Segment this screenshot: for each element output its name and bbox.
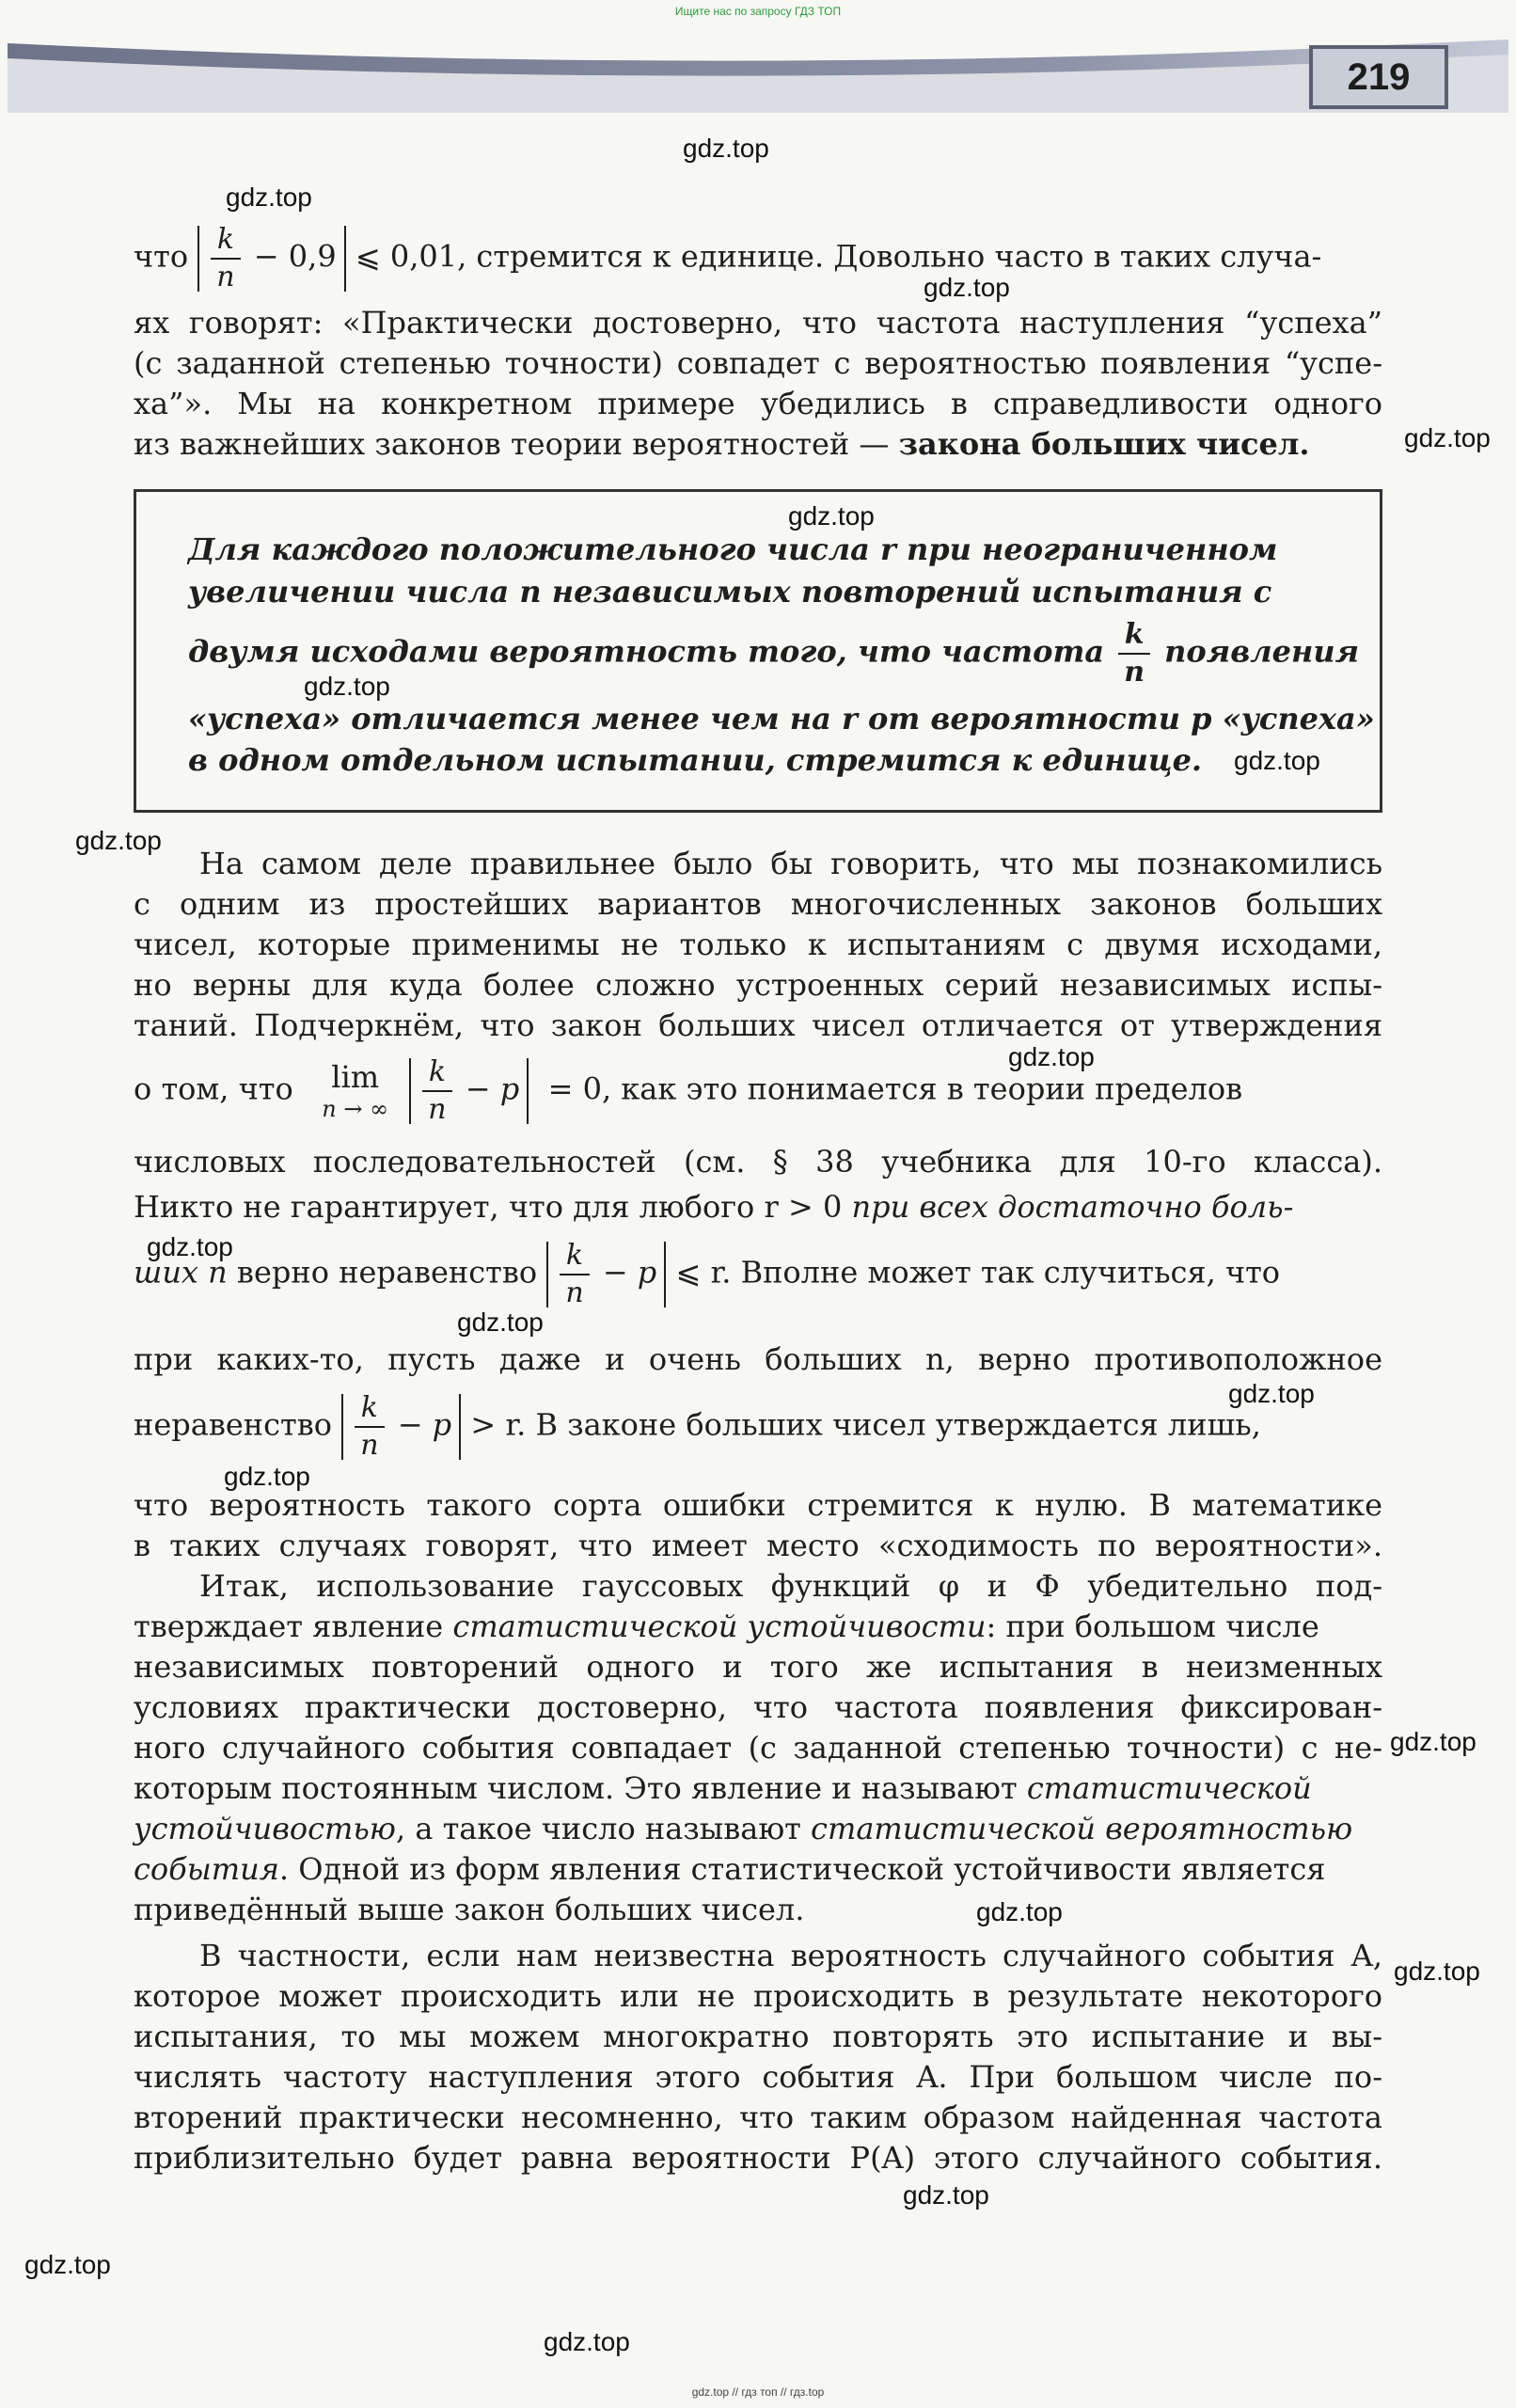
watermark: gdz.top	[1008, 1042, 1095, 1071]
watermark: gdz.top	[1228, 1379, 1315, 1408]
text-line-q1: Итак, использование гауссовых функций φ и Φ убедительно под-	[199, 1568, 1382, 1604]
text-line-p9: ших n верно неравенство $\frac{k}{n}$ − p ⩽ r. Вполне может так случиться, что	[134, 1239, 1281, 1309]
watermark: gdz.top	[544, 2327, 630, 2356]
text-line-p11: неравенство $\frac{k}{n}$ − p > r. В законе больших чисел утверждается лишь,	[134, 1391, 1261, 1462]
text-line-5: из важнейших законов теории вероятностей — закона больших чисел.	[134, 426, 1310, 462]
abs-expression: $\frac{k}{n}$ − p	[409, 1058, 529, 1124]
watermark: gdz.top	[903, 2180, 989, 2210]
watermark: gdz.top	[75, 826, 162, 855]
watermark: gdz.top	[224, 1462, 310, 1491]
text-line-q5: ного случайного события совпадает (с заданной степенью точности) с не-	[134, 1730, 1382, 1766]
watermark: gdz.top	[1234, 746, 1320, 775]
header-band	[8, 34, 1508, 113]
text-line-q9: приведённый выше закон больших чисел.	[134, 1892, 805, 1927]
bottom-note: gdz.top // гдз топ // гдз.top	[691, 2385, 825, 2399]
text-line-q6: которым постоянным числом. Это явление и называют статистической	[134, 1770, 1312, 1806]
watermark: gdz.top	[457, 1307, 544, 1337]
rule-line-5: в одном отдельном испытании, стремится к единице.	[188, 742, 1203, 778]
text-line-q3: независимых повторений одного и того же испытания в неизменных	[134, 1649, 1382, 1685]
top-note: Ищите нас по запросу ГДЗ ТОП	[674, 5, 842, 18]
text-line-p5: таний. Подчеркнём, что закон больших чисел отличается от утверждения	[134, 1007, 1382, 1043]
text-line-p3: чисел, которые применимы не только к испытаниям с двумя исходами,	[134, 927, 1382, 962]
text-line-r4: числять частоту наступления этого события A. При большом числе по-	[134, 2059, 1382, 2095]
watermark: gdz.top	[683, 134, 769, 163]
text-line-2: ях говорят: «Практически достоверно, что частота наступления “успеха”	[134, 305, 1382, 341]
watermark: gdz.top	[1394, 1956, 1480, 1986]
abs-expression: $\frac{k}{n}$ − p	[341, 1394, 461, 1460]
watermark: gdz.top	[1390, 1727, 1477, 1756]
watermark: gdz.top	[24, 2250, 111, 2279]
watermark: gdz.top	[1404, 423, 1491, 452]
text-line-q7: устойчивостью, а такое число называют статистической вероятностью	[134, 1811, 1353, 1846]
text-line-p6: о том, что lim n → ∞ $\frac{k}{n}$ − p = 0, как это понимается в теории пределов	[134, 1055, 1243, 1126]
text-line-r3: испытания, то мы можем многократно повторять это испытание и вы-	[134, 2019, 1382, 2054]
watermark: gdz.top	[226, 182, 312, 212]
page-number: 219	[1309, 45, 1448, 109]
text-line-p10: при каких-то, пусть даже и очень больших n, верно противоположное	[134, 1341, 1382, 1377]
watermark: gdz.top	[147, 1232, 233, 1261]
text-line-p8: Никто не гарантирует, что для любого r > 0 при всех достаточно боль-	[134, 1189, 1294, 1225]
text-line-3: (с заданной степенью точности) совпадет с вероятностью появления “успе-	[134, 345, 1382, 381]
text-line-r2: которое может происходить или не происходить в результате некоторого	[134, 1978, 1382, 2014]
abs-expression: $\frac{k}{n}$ − p	[546, 1242, 666, 1307]
watermark: gdz.top	[788, 501, 875, 531]
watermark: gdz.top	[924, 273, 1010, 302]
text-line-p4: но верны для куда более сложно устроенных серий независимых испы-	[134, 967, 1382, 1003]
text-line-q4: условиях практически достоверно, что частота появления фиксирован-	[134, 1689, 1382, 1725]
text-line-p7: числовых последовательностей (см. § 38 учебника для 10-го класса).	[134, 1144, 1382, 1180]
rule-line-4: «успеха» отличается менее чем на r от вероятности p «успеха»	[188, 701, 1375, 737]
abs-expression: $\frac{k}{n}$ − 0,9	[197, 226, 345, 292]
text-line-p2: с одним из простейших вариантов многочисленных законов больших	[134, 886, 1382, 922]
rule-line-1: Для каждого положительного числа r при неограниченном	[188, 531, 1278, 567]
watermark: gdz.top	[304, 672, 390, 701]
text-line-p1: На самом деле правильнее было бы говорить, что мы познакомились	[199, 846, 1382, 881]
text-line-r6: приблизительно будет равна вероятности P(A) этого случайного события.	[134, 2140, 1382, 2176]
text-line-q2: тверждает явление статистической устойчивости: при большом числе	[134, 1608, 1319, 1644]
rule-line-3: двумя исходами вероятность того, что частота $\frac{k}{n}$ появления	[188, 618, 1360, 689]
text-line-p12: что вероятность такого сорта ошибки стремится к нулю. В математике	[134, 1487, 1382, 1523]
rule-line-2: увеличении числа n независимых повторений испытания с	[188, 574, 1272, 610]
text-line-r1: В частности, если нам неизвестна вероятность случайного события A,	[199, 1938, 1382, 1973]
text-line-p13: в таких случаях говорят, что имеет место «сходимость по вероятности».	[134, 1528, 1382, 1563]
text-line-q8: события. Одной из форм явления статистической устойчивости является	[134, 1851, 1326, 1887]
watermark: gdz.top	[976, 1897, 1063, 1926]
text-line-4: ха”». Мы на конкретном примере убедились в справедливости одного	[134, 386, 1382, 421]
text-line-1: что $\frac{k}{n}$ − 0,9 ⩽ 0,01, стремится к единице. Довольно часто в таких случа-	[134, 223, 1322, 293]
text-line-r5: вторений практически несомненно, что таким образом найденная частота	[134, 2099, 1382, 2135]
